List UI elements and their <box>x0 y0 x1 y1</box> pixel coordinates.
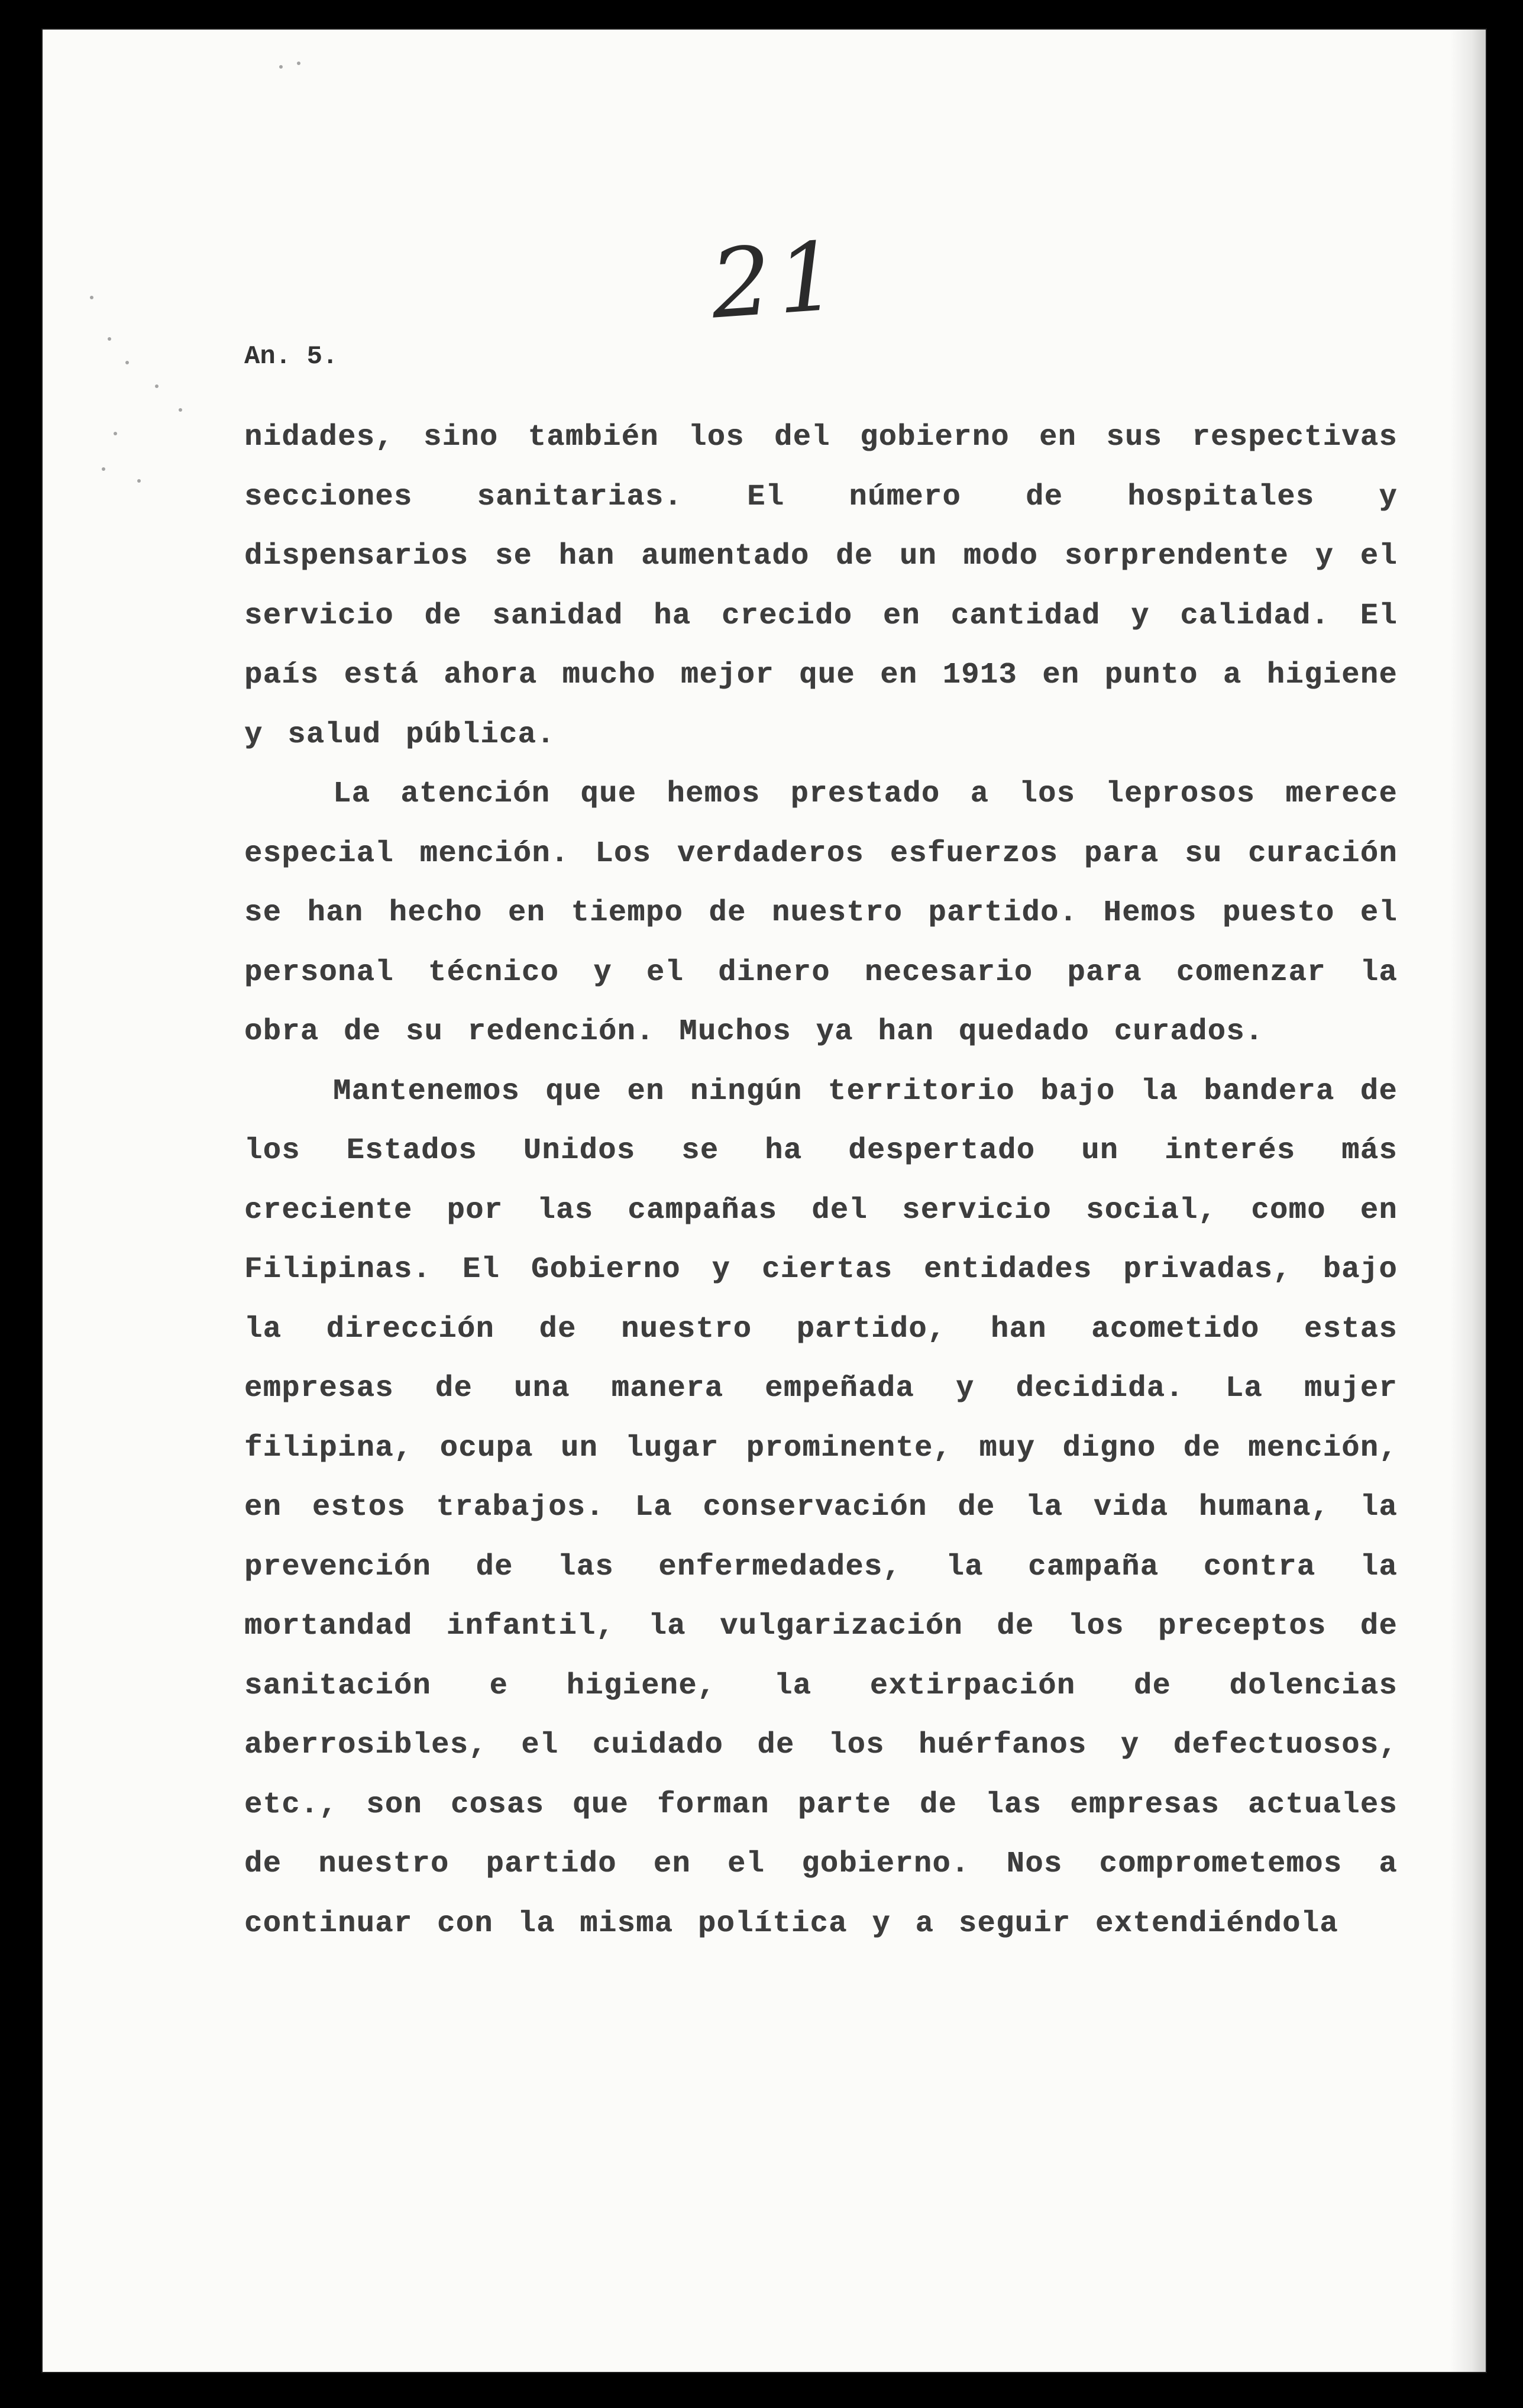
scan-speck <box>108 337 111 341</box>
scan-speck <box>279 65 283 69</box>
scan-speck <box>137 479 141 483</box>
scan-speck <box>297 62 300 65</box>
page-edge-shadow <box>1450 30 1486 2372</box>
scan-speck <box>90 296 93 299</box>
paragraph-lepers: La atención que hemos prestado a los leprosos merece especial mención. Los verdaderos esfuerzos para su curación se han hecho en tiempo de nuestro partido. Hemos puesto el personal técnico y el dinero necesario para comenzar la obra de su redención. Muchos ya han quedado curados. <box>244 777 1398 1049</box>
page-reference: An. 5. <box>244 342 338 371</box>
scan-speck <box>102 467 105 471</box>
typed-body-text <box>244 408 1398 1954</box>
scan-speck <box>114 432 117 435</box>
scan-speck <box>179 408 182 412</box>
scan-speck <box>125 361 129 364</box>
handwritten-folio-number: 21 <box>707 220 847 340</box>
paragraph-social-service: Mantenemos que en ningún territorio bajo la bandera de los Estados Unidos se ha despertado un interés más creciente por las campañas del servicio social, como en Filipinas. El Gobierno y ciertas entidades privadas, bajo la dirección de nuestro partido, han acometido estas empresas de una manera empeñada y decidida. La mujer filipina, ocupa un lugar prominente, muy digno de mención, en estos trabajos. La conservación de la vida humana, la prevención de las enfermedades, la campaña contra la mortandad infantil, la vulgarización de los preceptos de sanitación e higiene, la extirpación de dolencias aberrosibles, el cuidado de los huérfanos y defectuosos, etc., son cosas que forman parte de las empresas actuales de nuestro partido en el gobierno. Nos comprometemos a continuar con la misma política y a seguir extendiéndola <box>244 1074 1398 1941</box>
scan-speck <box>155 384 159 388</box>
paragraph-sanitation: nidades, sino también los del gobierno en sus respectivas secciones sanitarias. El número de hospitales y dispensarios se han aumentado de un modo sorprendente y el servicio de sanidad ha crecido en cantidad y calidad. El país está ahora mucho mejor que en 1913 en punto a higiene y salud pública. <box>244 421 1398 752</box>
